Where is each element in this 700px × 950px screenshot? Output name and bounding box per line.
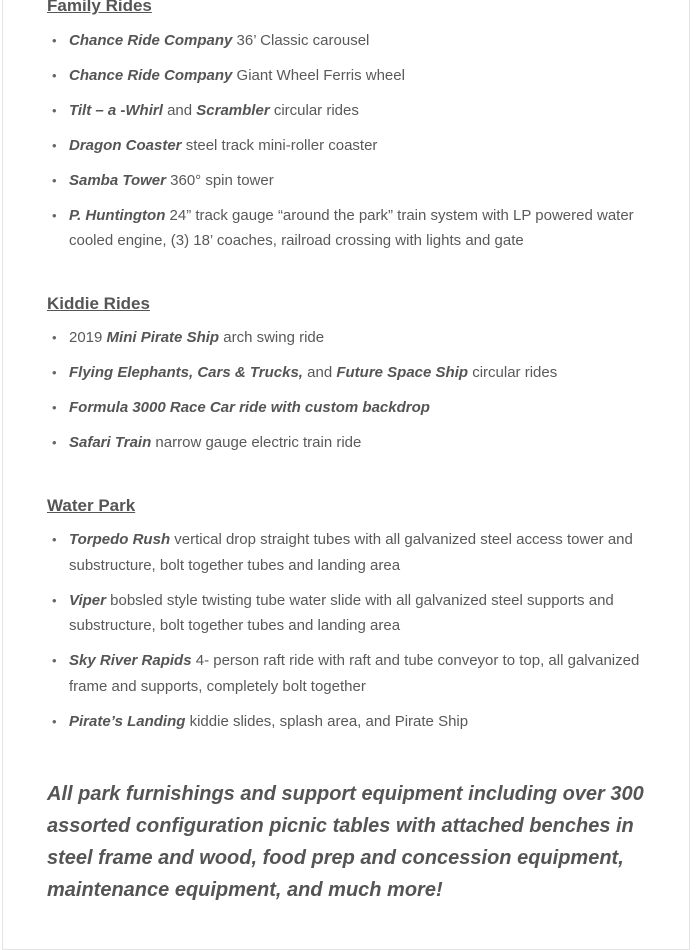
bullet-icon: • xyxy=(52,592,57,608)
ride-name: Chance Ride Company xyxy=(69,31,233,49)
ride-name: Tilt – a -Whirl xyxy=(69,101,163,119)
ride-name: Formula 3000 Race Car ride with custom backdrop xyxy=(69,399,430,416)
bullet-icon: • xyxy=(52,32,57,48)
ride-description: bobsled style twisting tube water slide with all galvanized steel supports and substructure, bolt together tubes and landing area xyxy=(69,591,614,634)
section-title-family-rides: Family Rides xyxy=(47,0,152,15)
item-list xyxy=(47,527,647,734)
list-item xyxy=(47,325,647,351)
ride-name: Future Space Ship xyxy=(336,364,469,381)
ride-name: Flying Elephants, Cars & Trucks, xyxy=(69,364,303,381)
ride-name: P. Huntington xyxy=(69,206,166,224)
ride-name: Dragon Coaster xyxy=(69,136,182,154)
bullet-icon: • xyxy=(52,713,57,729)
ride-description: 36’ Classic carousel xyxy=(232,31,370,49)
bullet-icon: • xyxy=(52,435,57,450)
bullet-icon: • xyxy=(52,207,57,223)
section-title-kiddie-rides: Kiddie Rides xyxy=(47,293,150,313)
ride-description: kiddie slides, splash area, and Pirate Ship xyxy=(185,712,469,730)
list-item xyxy=(47,709,647,735)
list-item xyxy=(47,203,647,254)
bullet-icon: • xyxy=(52,137,57,153)
ride-description: 24” track gauge “around the park” train system with LP powered water cooled engine, (3) 18’ coaches, railroad crossing with lights and gate xyxy=(69,206,634,249)
list-item xyxy=(47,168,647,194)
list-item xyxy=(47,430,647,456)
ride-name: Sky River Rapids xyxy=(69,652,192,669)
bullet-icon: • xyxy=(52,365,57,380)
ride-name: Viper xyxy=(69,591,106,609)
ride-description: 4- person raft ride with raft and tube conveyor to top, all galvanized frame and supports, completely bolt together xyxy=(69,652,640,695)
section-kiddie-rides xyxy=(47,292,647,456)
list-item xyxy=(47,98,647,124)
list-item xyxy=(47,28,647,54)
list-item xyxy=(47,648,647,699)
section-title-water-park: Water Park xyxy=(47,495,136,515)
ride-description: circular rides xyxy=(468,364,558,381)
ride-description: narrow gauge electric train ride xyxy=(151,434,362,451)
bullet-icon: • xyxy=(52,400,57,415)
list-item xyxy=(47,395,647,421)
bullet-icon: • xyxy=(52,532,57,547)
document-body xyxy=(47,0,647,926)
ride-description: Giant Wheel Ferris wheel xyxy=(232,66,405,84)
ride-name: Samba Tower xyxy=(69,171,166,189)
ride-description: and xyxy=(302,364,337,381)
bullet-icon: • xyxy=(52,172,57,188)
ride-description: circular rides xyxy=(269,101,359,119)
list-item xyxy=(47,588,647,639)
list-item xyxy=(47,360,647,386)
list-item xyxy=(47,133,647,159)
section-family-rides xyxy=(47,0,647,254)
closing-statement: All park furnishings and support equipment including over 300 assorted configuration picnic tables with attached benches in steel frame and wood, food prep and concession equipment, maintenance equipment, and much more! xyxy=(47,783,644,901)
ride-name: Torpedo Rush xyxy=(69,531,171,548)
bullet-icon: • xyxy=(52,67,57,83)
ride-name: Chance Ride Company xyxy=(69,66,233,84)
section-water-park xyxy=(47,494,647,735)
ride-description: vertical drop straight tubes with all galvanized steel access tower and substructure, bolt together tubes and landing area xyxy=(69,531,633,574)
ride-description: steel track mini-roller coaster xyxy=(181,136,378,154)
bullet-icon: • xyxy=(52,102,57,118)
list-item xyxy=(47,527,647,578)
ride-name: Safari Train xyxy=(69,434,152,451)
item-list xyxy=(47,325,647,456)
list-item xyxy=(47,63,647,89)
ride-description: 360° spin tower xyxy=(165,171,274,189)
ride-description: and xyxy=(162,101,197,119)
bullet-icon: • xyxy=(52,330,57,345)
ride-description: 2019 xyxy=(69,329,107,346)
ride-name: Mini Pirate Ship xyxy=(106,329,220,346)
ride-name: Pirate’s Landing xyxy=(69,712,186,730)
ride-name: Scrambler xyxy=(196,101,270,119)
item-list xyxy=(47,28,647,254)
bullet-icon: • xyxy=(52,653,57,668)
ride-description: arch swing ride xyxy=(219,329,325,346)
